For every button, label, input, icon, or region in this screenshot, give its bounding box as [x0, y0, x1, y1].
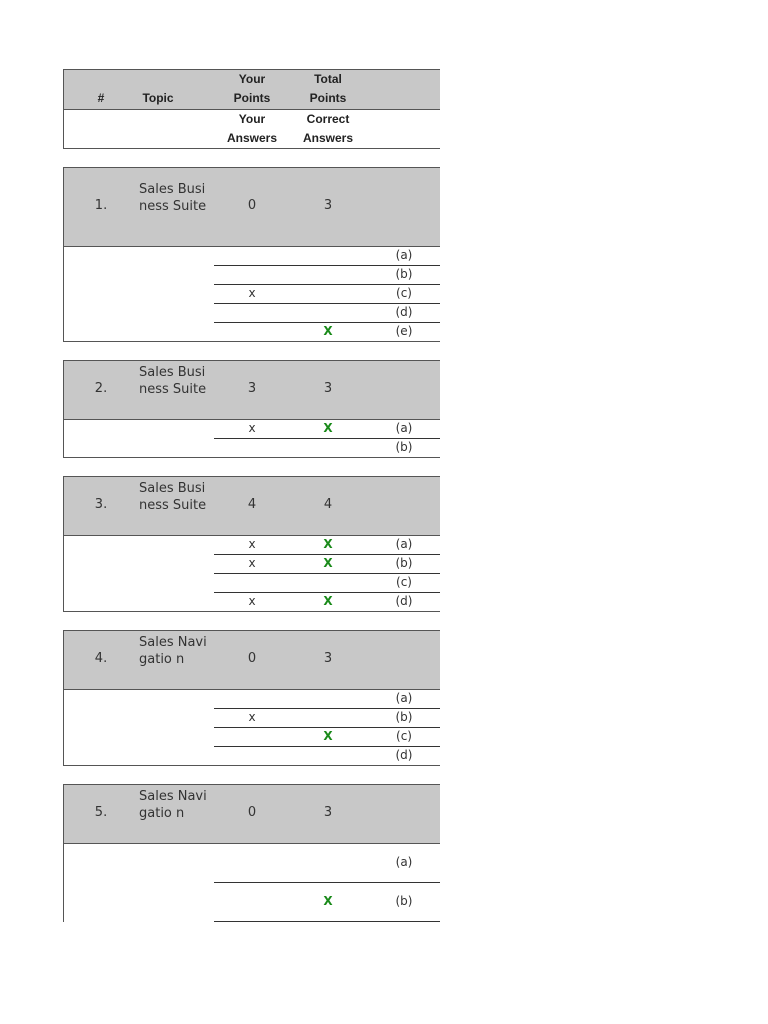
option-label: (e) — [395, 324, 413, 338]
answer-options — [64, 420, 440, 457]
answer-row — [214, 266, 440, 285]
header-total-points-line1: Total — [314, 72, 342, 86]
question-number: 5. — [94, 805, 108, 820]
option-label: (a) — [395, 248, 413, 262]
option-label: (a) — [395, 537, 413, 551]
your-points: 4 — [247, 497, 257, 512]
answer-row — [214, 304, 440, 323]
correct-answer-mark: X — [323, 729, 333, 743]
answer-row — [214, 536, 440, 555]
header-points-row — [64, 70, 440, 110]
answer-row — [214, 747, 440, 765]
question-block — [63, 630, 440, 766]
header-answers-row — [64, 110, 440, 148]
answer-options — [64, 536, 440, 611]
option-label: (a) — [395, 421, 413, 435]
header-your-points-line1: Your — [238, 72, 266, 86]
total-points: 4 — [323, 497, 333, 512]
questions-list — [63, 167, 440, 922]
your-answer-mark: x — [248, 710, 256, 724]
option-label: (b) — [395, 710, 413, 724]
option-label: (d) — [395, 748, 413, 762]
answer-row — [214, 690, 440, 709]
option-label: (c) — [396, 575, 412, 589]
answer-row — [214, 247, 440, 266]
total-points: 3 — [323, 381, 333, 396]
header-num: # — [97, 91, 105, 105]
header-your-answers-line2: Answers — [226, 131, 278, 145]
header-topic: Topic — [142, 91, 174, 105]
your-points: 0 — [247, 651, 257, 666]
question-header — [64, 361, 440, 420]
option-label: (b) — [395, 894, 413, 908]
header-correct-answers-line2: Answers — [302, 131, 354, 145]
question-topic: Sales Business Suite — [139, 182, 207, 214]
answer-row — [214, 439, 440, 457]
question-block — [63, 476, 440, 612]
question-number: 3. — [94, 497, 108, 512]
answer-row — [214, 709, 440, 728]
total-points: 3 — [323, 651, 333, 666]
answer-options — [64, 690, 440, 765]
question-block — [63, 784, 440, 922]
answer-row — [214, 883, 440, 922]
answer-options — [64, 844, 440, 922]
question-topic: Sales Navigatio n — [139, 789, 207, 821]
question-block — [63, 167, 440, 342]
question-number: 4. — [94, 651, 108, 666]
header-correct-answers-line1: Correct — [306, 112, 350, 126]
question-header — [64, 631, 440, 690]
correct-answer-mark: X — [323, 324, 333, 338]
correct-answer-mark: X — [323, 556, 333, 570]
option-label: (a) — [395, 691, 413, 705]
your-points: 3 — [247, 381, 257, 396]
header-your-answers-line1: Your — [238, 112, 266, 126]
your-points: 0 — [247, 805, 257, 820]
question-block — [63, 360, 440, 458]
option-label: (c) — [396, 729, 412, 743]
question-header — [64, 168, 440, 247]
option-label: (b) — [395, 267, 413, 281]
your-answer-mark: x — [248, 594, 256, 608]
question-header — [64, 477, 440, 536]
results-sheet — [63, 69, 440, 922]
correct-answer-mark: X — [323, 894, 333, 908]
option-label: (d) — [395, 594, 413, 608]
your-answer-mark: x — [248, 286, 256, 300]
total-points: 3 — [323, 805, 333, 820]
answer-row — [214, 555, 440, 574]
option-label: (b) — [395, 440, 413, 454]
question-topic: Sales Business Suite — [139, 365, 207, 397]
answer-row — [214, 420, 440, 439]
option-label: (d) — [395, 305, 413, 319]
results-header — [63, 69, 440, 149]
question-topic: Sales Business Suite — [139, 481, 207, 513]
option-label: (c) — [396, 286, 412, 300]
question-header — [64, 785, 440, 844]
option-label: (b) — [395, 556, 413, 570]
question-topic: Sales Navigatio n — [139, 635, 207, 667]
answer-row — [214, 323, 440, 341]
answer-row — [214, 285, 440, 304]
answer-row — [214, 593, 440, 611]
header-total-points-line2: Points — [309, 91, 347, 105]
answer-row — [214, 844, 440, 883]
total-points: 3 — [323, 198, 333, 213]
answer-options — [64, 247, 440, 341]
your-answer-mark: x — [248, 421, 256, 435]
header-your-points-line2: Points — [233, 91, 271, 105]
option-label: (a) — [395, 855, 413, 869]
question-number: 2. — [94, 381, 108, 396]
your-points: 0 — [247, 198, 257, 213]
answer-row — [214, 574, 440, 593]
your-answer-mark: x — [248, 556, 256, 570]
correct-answer-mark: X — [323, 537, 333, 551]
question-number: 1. — [94, 198, 108, 213]
your-answer-mark: x — [248, 537, 256, 551]
correct-answer-mark: X — [323, 594, 333, 608]
answer-row — [214, 728, 440, 747]
correct-answer-mark: X — [323, 421, 333, 435]
